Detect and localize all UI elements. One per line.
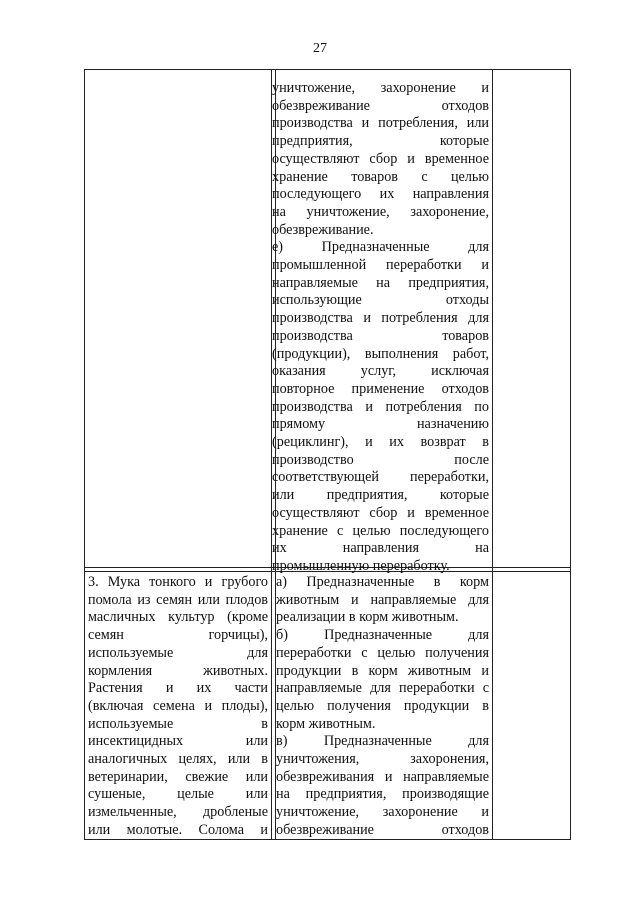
text-line: 3. Мука тонкого и грубого: [88, 574, 268, 590]
text-line: животным и направляемые для: [276, 591, 489, 608]
text-line: производства и потребления по: [272, 398, 489, 415]
text-line: кормления животных.: [88, 662, 268, 679]
text-line: уничтожение, захоронение и: [276, 804, 489, 821]
text-line: промышленную переработку.: [272, 557, 450, 574]
text-line: направляемые на предприятия,: [272, 274, 489, 291]
row1-col2-cell: [272, 80, 491, 576]
document-table: [84, 69, 571, 840]
text-line: корм животным.: [276, 715, 376, 732]
text-line: осуществляют сбор и временное: [272, 150, 489, 167]
text-line: производства и потребления для: [272, 310, 489, 327]
text-line: помола из семян или плодов: [88, 591, 268, 608]
text-line: целью получения продукции в: [276, 697, 489, 714]
text-line: использующие отходы: [272, 292, 489, 309]
text-line: измельченные, дробленые: [88, 804, 268, 821]
text-line: ветеринарии, свежие или: [88, 768, 268, 785]
text-line: обезвреживания и направляемые: [276, 768, 489, 785]
text-line: оказания услуг, исключая: [272, 363, 489, 380]
text-line: на предприятия, производящие: [276, 786, 489, 803]
text-line: или молотые. Солома и: [88, 821, 268, 838]
text-line: повторное применение отходов: [272, 380, 489, 397]
text-line: хранение с целью последующего: [272, 522, 489, 539]
text-line: масличных культур (кроме: [88, 609, 268, 626]
text-line: их направления на: [272, 540, 489, 557]
text-line: е) Предназначенные для: [272, 239, 489, 256]
text-line: обезвреживание.: [272, 221, 374, 238]
text-line: осуществляют сбор и временное: [272, 504, 489, 521]
column-divider: [492, 70, 493, 839]
text-line: реализации в корм животным.: [276, 609, 459, 626]
page-number: 27: [313, 41, 327, 56]
text-line: уничтожение, захоронение и: [272, 80, 489, 96]
text-line: переработки с целью получения: [276, 644, 489, 661]
text-line: инсектицидных или: [88, 733, 268, 750]
text-line: последующего их направления: [272, 186, 489, 203]
text-line: используемые для: [88, 644, 268, 661]
text-line: или предприятия, которые: [272, 487, 489, 504]
text-line: (продукции), выполнения работ,: [272, 345, 489, 362]
text-line: производства товаров: [272, 327, 489, 344]
text-line: соответствующей переработки,: [272, 469, 489, 486]
text-line: (включая семена и плоды),: [88, 697, 268, 714]
text-line: промышленной переработки и: [272, 257, 489, 274]
text-line: прямому назначению: [272, 416, 489, 433]
text-line: Растения и их части: [88, 680, 268, 697]
text-line: уничтожения, захоронения,: [276, 751, 489, 768]
text-line: а) Предназначенные в корм: [276, 574, 489, 590]
text-line: продукции в корм животным и: [276, 662, 489, 679]
text-line: сушеные, целые или: [88, 786, 268, 803]
text-line: аналогичных целях, или в: [88, 751, 268, 768]
text-line: (рециклинг), и их возврат в: [272, 434, 489, 451]
text-line: хранение товаров с целью: [272, 168, 489, 185]
text-line: б) Предназначенные для: [276, 627, 489, 644]
text-line: обезвреживание отходов: [272, 97, 489, 114]
text-line: обезвреживание отходов: [276, 821, 489, 838]
row2-col2-cell: [276, 574, 491, 840]
text-line: используемые в: [88, 715, 268, 732]
text-line: предприятия, которые: [272, 133, 489, 150]
text-line: производство после: [272, 451, 489, 468]
text-line: производства и потребления, или: [272, 115, 489, 132]
text-line: в) Предназначенные для: [276, 733, 489, 750]
row2-col1-cell: [88, 574, 270, 840]
text-line: семян горчицы),: [88, 627, 268, 644]
text-line: на уничтожение, захоронение,: [272, 203, 489, 220]
text-line: направляемые для переработки с: [276, 680, 489, 697]
